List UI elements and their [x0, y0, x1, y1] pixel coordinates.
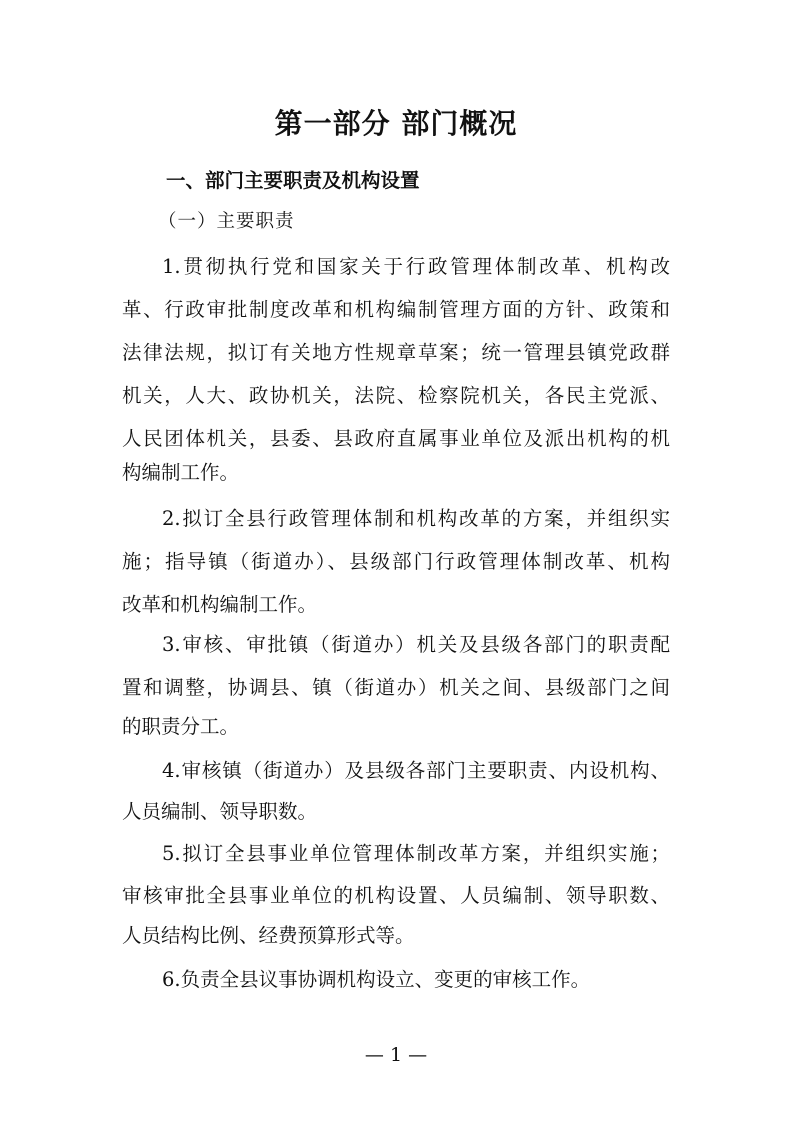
subsection-heading: （一）主要职责 [158, 211, 295, 232]
body-line: 5.拟订全县事业单位管理体制改革方案，并组织实施； [162, 842, 670, 865]
body-line: 革、行政审批制度改革和机构编制管理方面的方针、政策和 [122, 298, 670, 321]
body-line: 的职责分工。 [122, 715, 240, 738]
section-heading: 一、部门主要职责及机构设置 [166, 169, 420, 192]
page-number: — 1 — [364, 1044, 428, 1066]
body-line: 2.拟订全县行政管理体制和机构改革的方案，并组织实 [162, 507, 670, 530]
body-line: 构编制工作。 [122, 461, 240, 484]
body-line: 机关，人大、政协机关，法院、检察院机关，各民主党派、 [122, 384, 670, 407]
page-title: 第一部分 部门概况 [274, 107, 518, 140]
body-line: 3.审核、审批镇（街道办）机关及县级各部门的职责配 [162, 633, 670, 656]
body-line: 1.贯彻执行党和国家关于行政管理体制改革、机构改 [162, 255, 670, 278]
body-line: 改革和机构编制工作。 [122, 593, 318, 616]
body-line: 6.负责全县议事协调机构设立、变更的审核工作。 [162, 968, 591, 991]
body-line: 审核审批全县事业单位的机构设置、人员编制、领导职数、 [122, 884, 670, 907]
body-line: 置和调整，协调县、镇（街道办）机关之间、县级部门之间 [122, 676, 670, 699]
body-line: 人民团体机关，县委、县政府直属事业单位及派出机构的机 [122, 427, 670, 450]
body-line: 人员结构比例、经费预算形式等。 [122, 924, 415, 947]
body-line: 人员编制、领导职数。 [122, 800, 318, 823]
body-line: 4.审核镇（街道办）及县级各部门主要职责、内设机构、 [162, 759, 670, 782]
body-line: 施；指导镇（街道办）、县级部门行政管理体制改革、机构 [122, 550, 670, 573]
body-line: 法律法规，拟订有关地方性规章草案；统一管理县镇党政群 [122, 341, 670, 364]
